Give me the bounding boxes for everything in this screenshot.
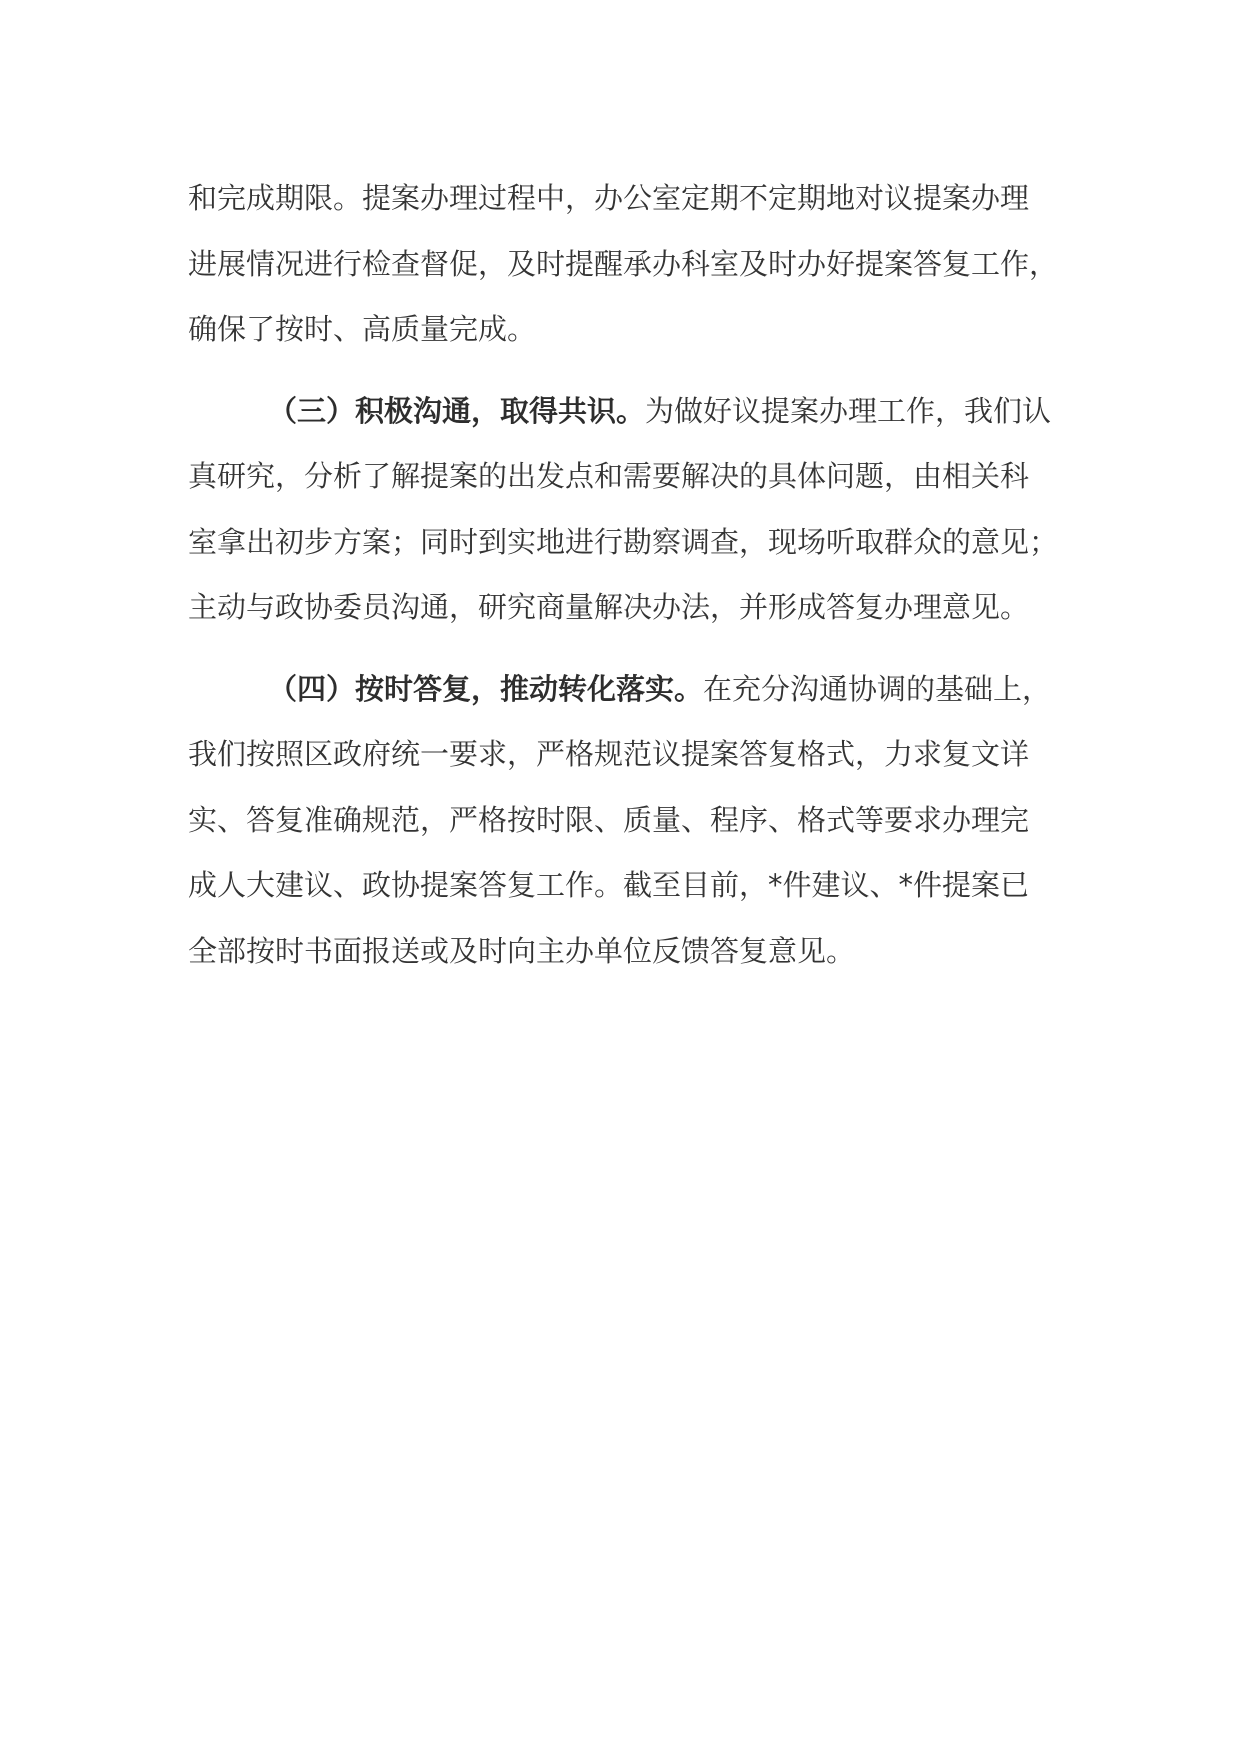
text-line: 进展情况进行检查督促，及时提醒承办科室及时办好提案答复工作，: [188, 246, 1059, 281]
text-line: 确保了按时、高质量完成。: [188, 312, 537, 346]
text-line: 和完成期限。提案办理过程中，办公室定期不定期地对议提案办理: [188, 181, 1030, 215]
document-body: [188, 166, 1060, 984]
text-run: 为做好议提案办理工作，我们认: [645, 393, 1052, 428]
paragraph-1: [188, 166, 1060, 363]
section-heading: （四）按时答复，推动转化落实。: [268, 671, 704, 706]
text-line: 主动与政协委员沟通，研究商量解决办法，并形成答复办理意见。: [188, 590, 1030, 624]
text-line: 全部按时书面报送或及时向主办单位反馈答复意见。: [188, 933, 856, 968]
paragraph-first-line: [188, 379, 1060, 445]
paragraph-first-line: [188, 657, 1060, 723]
text-line: 真研究，分析了解提案的出发点和需要解决的具体问题，由相关科: [188, 459, 1030, 493]
text-line: 室拿出初步方案；同时到实地进行勘察调查，现场听取群众的意见；: [188, 524, 1059, 559]
text-line: 成人大建议、政协提案答复工作。截至目前，*件建议、*件提案已: [188, 868, 1030, 902]
paragraph-spacer: [188, 641, 1060, 657]
text-line: 我们按照区政府统一要求，严格规范议提案答复格式，力求复文详: [188, 737, 1030, 771]
text-line: 实、答复准确规范，严格按时限、质量、程序、格式等要求办理完: [188, 802, 1030, 837]
text-run: 在充分沟通协调的基础上，: [703, 671, 1052, 706]
paragraph-spacer: [188, 363, 1060, 379]
paragraph-3: [188, 657, 1060, 985]
section-heading: （三）积极沟通，取得共识。: [268, 393, 646, 428]
paragraph-2: [188, 379, 1060, 641]
